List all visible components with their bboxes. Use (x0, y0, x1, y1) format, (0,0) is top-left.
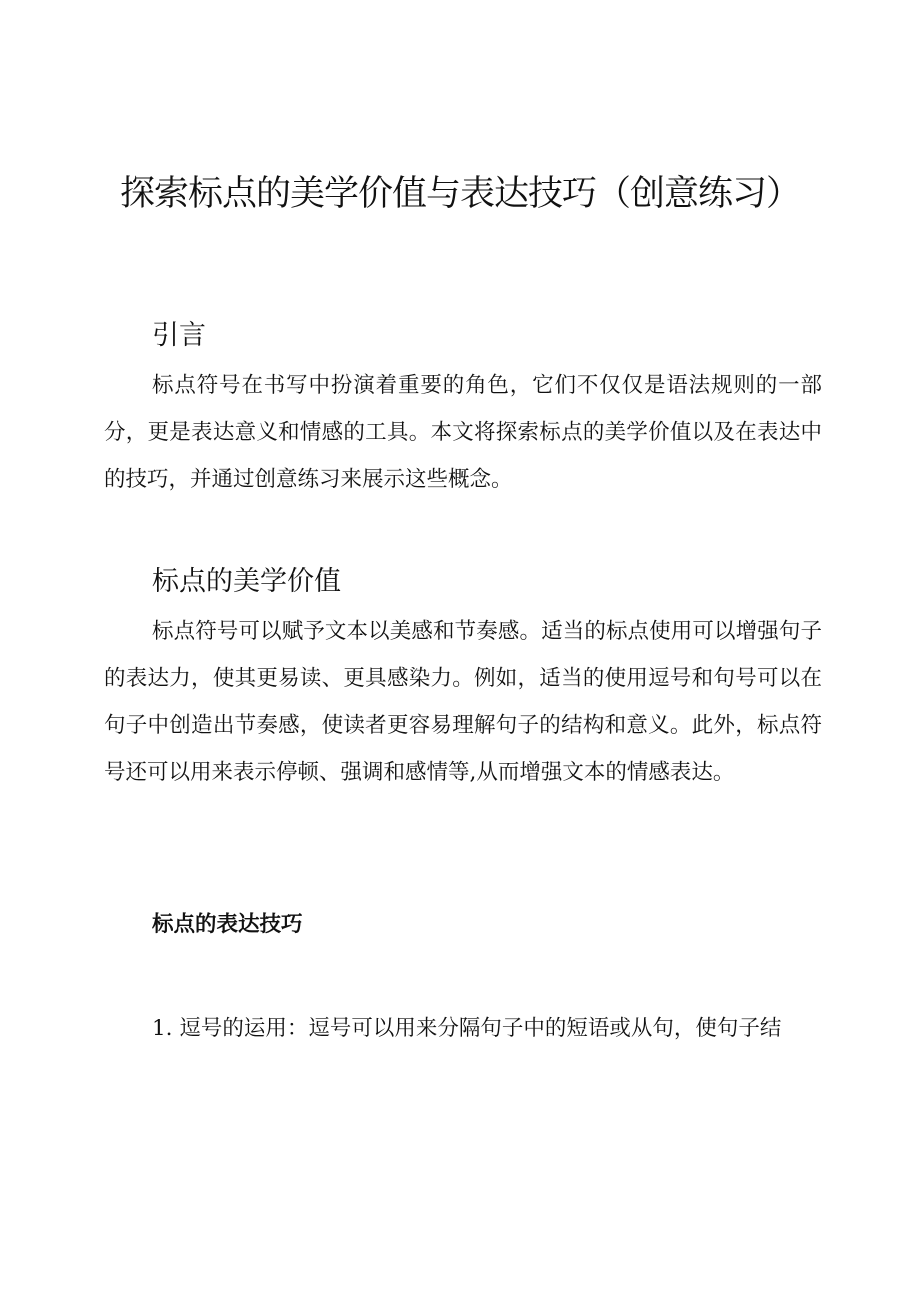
section-heading-aesthetic-value: 标点的美学价值 (152, 566, 341, 597)
list-item-comma-usage: 1. 逗号的运用：逗号可以用来分隔句子中的短语或从句，使句子结 (152, 1016, 782, 1041)
section-heading-expression-techniques: 标点的表达技巧 (152, 912, 303, 937)
document-title: 探索标点的美学价值与表达技巧（创意练习） (119, 174, 800, 214)
section-paragraph-introduction: 标点符号在书写中扮演着重要的角色，它们不仅仅是语法规则的一部分，更是表达意义和情感的工具。本文将探索标点的美学价值以及在表达中的技巧，并通过创意练习来展示这些概念。 (104, 373, 822, 492)
section-paragraph-aesthetic-value: 标点符号可以赋予文本以美感和节奏感。适当的标点使用可以增强句子的表达力，使其更易读、更具感染力。例如，适当的使用逗号和句号可以在句子中创造出节奏感，使读者更容易理解句子的结构和意义。此外，标点符号还可以用来表示停顿、强调和感情等,从而增强文本的情感表达。 (104, 619, 822, 785)
section-heading-introduction: 引言 (152, 320, 206, 351)
